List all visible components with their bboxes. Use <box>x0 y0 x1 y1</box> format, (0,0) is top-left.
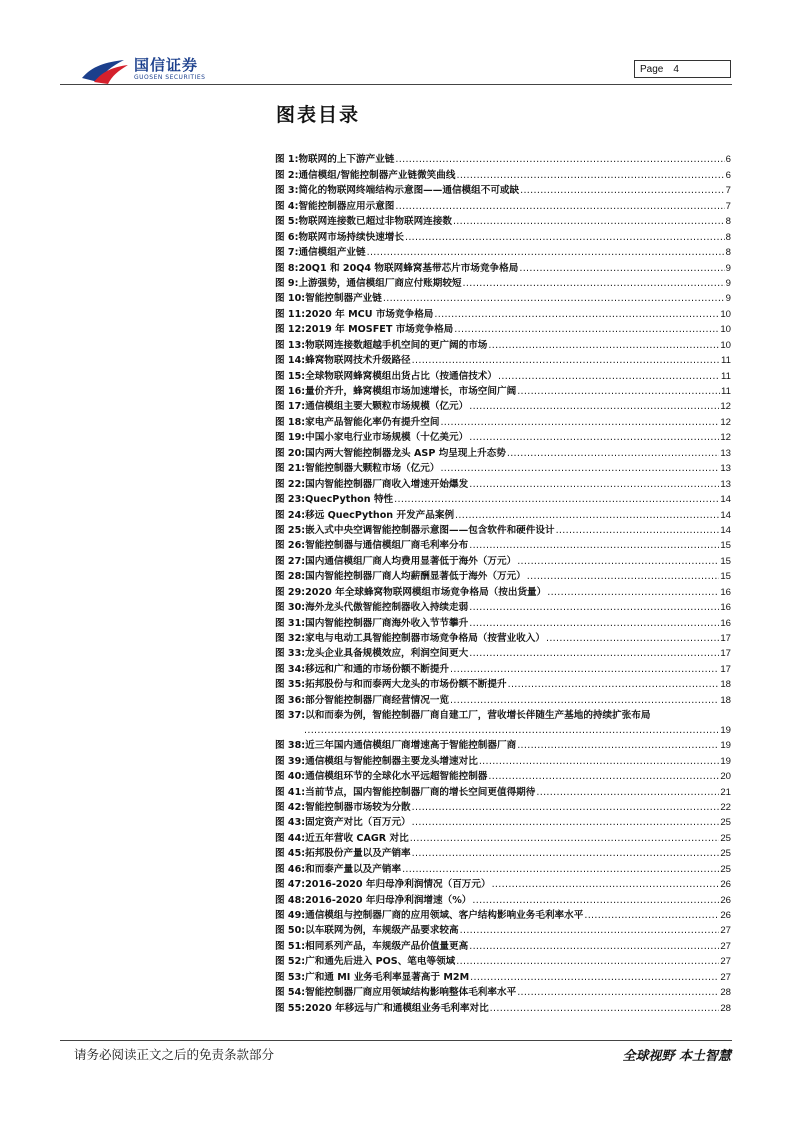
toc-entry-page: 11 <box>721 370 731 382</box>
brand-name-cn: 国信证券 <box>134 56 199 74</box>
figure-list <box>275 152 731 1016</box>
toc-entry-title: 家电产品智能化率仍有提升空间 <box>305 416 440 428</box>
toc-leader-dots <box>469 939 719 954</box>
toc-entry-title: 全球物联网蜂窝模组出货占比（按通信技术） <box>305 370 497 382</box>
toc-entry-page: 18 <box>720 679 731 691</box>
toc-entry-page: 17 <box>720 648 731 660</box>
toc-entry-number: 图 47: <box>275 879 306 891</box>
toc-entry-title: 通信模组主要大颗粒市场规模（亿元） <box>305 401 469 413</box>
toc-entry-title: 国内通信模组厂商人均费用显著低于海外（万元） <box>305 555 517 567</box>
toc-leader-dots <box>460 923 720 938</box>
toc-entry-title: 简化的物联网终端结构示意图——通信模组不可或缺 <box>298 185 520 197</box>
toc-leader-dots <box>469 600 719 615</box>
toc-entry-number: 图 39: <box>275 755 306 767</box>
toc-entry-title: QuecPython 特性 <box>305 494 394 506</box>
toc-leader-dots <box>395 152 724 167</box>
toc-entry-page: 10 <box>720 339 731 351</box>
toc-entry-page: 11 <box>721 386 731 397</box>
toc-entry-page: 9 <box>725 277 731 289</box>
toc-entry[interactable] <box>275 615 731 630</box>
toc-entry-number: 图 3: <box>275 185 299 197</box>
toc-entry[interactable] <box>275 229 731 244</box>
toc-leader-dots <box>412 353 720 368</box>
toc-entry[interactable] <box>275 1000 731 1015</box>
toc-entry[interactable] <box>275 661 731 676</box>
toc-entry-page: 7 <box>725 185 731 197</box>
toc-entry-page: 9 <box>725 293 731 305</box>
toc-entry[interactable] <box>275 461 731 476</box>
toc-entry-title: 智能控制器应用示意图 <box>298 200 395 212</box>
toc-entry-title: 拓邦股份产量以及产销率 <box>305 848 411 860</box>
toc-entry-title: 和而泰产量以及产销率 <box>305 863 402 875</box>
toc-entry-page: 25 <box>720 863 731 875</box>
toc-entry-page: 15 <box>720 555 731 567</box>
toc-entry-page: 17 <box>720 633 731 644</box>
toc-entry-page: 26 <box>720 894 731 906</box>
toc-entry-number: 图 21: <box>275 463 306 475</box>
toc-entry-number: 图 49: <box>275 910 306 921</box>
toc-entry-number: 图 10: <box>275 293 306 305</box>
toc-entry-number: 图 52: <box>275 956 306 968</box>
toc-entry[interactable] <box>275 815 731 830</box>
toc-leader-dots <box>520 183 725 198</box>
toc-entry-page: 13 <box>720 447 731 459</box>
toc-entry[interactable] <box>275 152 731 167</box>
toc-entry-title: 2016-2020 年归母净利润情况（百万元） <box>305 879 491 891</box>
toc-entry-number: 图 16: <box>275 386 306 397</box>
toc-entry-title: 部分智能控制器厂商经营情况一览 <box>305 694 450 706</box>
footer-divider <box>60 1040 732 1041</box>
toc-entry-page: 8 <box>725 247 731 259</box>
toc-entry-number: 图 4: <box>275 200 299 212</box>
toc-entry-number: 图 32: <box>275 633 306 644</box>
toc-leader-dots <box>469 616 719 631</box>
toc-entry-page: 28 <box>720 1002 731 1014</box>
toc-entry-title: 通信模组/智能控制器产业链微笑曲线 <box>298 169 456 181</box>
toc-entry-page: 7 <box>725 200 731 212</box>
toc-entry-page: 20 <box>720 771 731 783</box>
toc-leader-dots <box>450 693 719 708</box>
toc-entry-page: 28 <box>720 987 731 999</box>
toc-entry-page: 27 <box>720 971 731 983</box>
toc-entry-title: 海外龙头代傲智能控制器收入持续走弱 <box>305 602 469 614</box>
toc-entry[interactable] <box>275 569 731 584</box>
toc-entry[interactable] <box>275 600 731 615</box>
toc-entry-page: 16 <box>720 602 731 614</box>
guosen-logo-icon <box>80 56 130 86</box>
toc-leader-dots <box>527 569 720 584</box>
toc-entry-number: 图 22: <box>275 478 306 490</box>
toc-entry[interactable] <box>275 753 731 768</box>
toc-entry-page: 27 <box>720 940 731 952</box>
toc-entry[interactable] <box>275 677 731 692</box>
toc-leader-dots <box>517 554 719 569</box>
toc-entry[interactable] <box>275 969 731 984</box>
toc-entry-title: 通信模组环节的全球化水平远超智能控制器 <box>305 771 488 783</box>
toc-entry[interactable] <box>275 368 731 383</box>
toc-entry-title: 国内两大智能控制器龙头 ASP 均呈现上升态势 <box>305 447 506 459</box>
toc-leader-dots <box>412 815 720 830</box>
toc-entry-number: 图 9: <box>275 277 299 289</box>
toc-entry[interactable] <box>275 553 731 568</box>
toc-entry-page: 8 <box>725 231 731 243</box>
toc-entry[interactable] <box>275 584 731 599</box>
toc-entry-title: 家电与电动工具智能控制器市场竞争格局（按营业收入） <box>305 633 545 644</box>
toc-entry-title: 20Q1 和 20Q4 物联网蜂窝基带芯片市场竞争格局 <box>298 262 519 274</box>
toc-entry[interactable] <box>275 260 731 275</box>
toc-entry-page: 25 <box>720 832 731 844</box>
toc-leader-dots <box>469 399 719 414</box>
toc-entry[interactable] <box>275 631 731 646</box>
toc-entry-number: 图 51: <box>275 940 306 952</box>
toc-entry-number: 图 29: <box>275 586 306 598</box>
toc-entry-number: 图 41: <box>275 786 306 798</box>
toc-entry-page: 17 <box>720 663 731 675</box>
toc-entry-number: 图 42: <box>275 801 306 813</box>
toc-entry-page: 12 <box>720 401 731 413</box>
toc-entry-page: 12 <box>720 432 731 444</box>
toc-leader-dots <box>469 477 719 492</box>
toc-leader-dots <box>463 276 725 291</box>
toc-entry[interactable] <box>275 445 731 460</box>
toc-leader-dots <box>498 369 720 384</box>
toc-entry[interactable] <box>275 692 731 707</box>
toc-entry-page: 25 <box>720 848 731 860</box>
toc-leader-dots <box>488 769 719 784</box>
toc-entry[interactable] <box>275 708 731 738</box>
toc-leader-dots <box>469 430 719 445</box>
toc-entry[interactable] <box>275 476 731 491</box>
toc-entry-number: 图 54: <box>275 987 306 999</box>
toc-entry[interactable] <box>275 198 731 213</box>
toc-entry-number: 图 24: <box>275 509 306 521</box>
toc-entry-title: 智能控制器厂商应用领域结构影响整体毛利率水平 <box>305 987 517 999</box>
brand <box>134 57 205 82</box>
toc-entry[interactable] <box>275 353 731 368</box>
toc-entry[interactable] <box>275 830 731 845</box>
toc-entry[interactable] <box>275 399 731 414</box>
toc-leader-dots <box>304 723 719 738</box>
toc-entry-number: 图 23: <box>275 494 306 506</box>
toc-leader-dots <box>508 677 720 692</box>
toc-entry-title: 当前节点，国内智能控制器厂商的增长空间更值得期待 <box>305 786 536 798</box>
toc-entry-number: 图 44: <box>275 832 306 844</box>
toc-entry[interactable] <box>275 523 731 538</box>
toc-leader-dots <box>412 846 720 861</box>
toc-entry-number: 图 37: <box>275 709 306 721</box>
toc-entry[interactable] <box>275 538 731 553</box>
toc-entry[interactable] <box>275 908 731 923</box>
toc-entry-title: 国内智能控制器厂商人均薪酬显著低于海外（万元） <box>305 571 526 583</box>
toc-entry-title: 通信模组产业链 <box>298 247 366 259</box>
toc-entry-title: 智能控制器大颗粒市场（亿元） <box>305 463 440 475</box>
header-divider <box>60 84 732 85</box>
toc-entry-page: 16 <box>720 617 731 629</box>
toc-entry-title: 智能控制器与通信模组厂商毛利率分布 <box>305 540 469 552</box>
toc-entry-number: 图 38: <box>275 740 306 752</box>
toc-entry-page: 13 <box>720 478 731 490</box>
toc-entry-page: 22 <box>720 801 731 813</box>
toc-leader-dots <box>479 754 720 769</box>
toc-entry[interactable] <box>275 183 731 198</box>
page-label: Page <box>640 64 664 75</box>
toc-entry-page: 16 <box>720 586 731 598</box>
toc-leader-dots <box>454 322 719 337</box>
toc-entry-title: 近三年国内通信模组厂商增速高于智能控制器厂商 <box>305 740 517 752</box>
toc-entry-number: 图 18: <box>275 416 306 428</box>
toc-entry-number: 图 13: <box>275 339 306 351</box>
toc-entry-page: 14 <box>720 524 731 536</box>
toc-entry[interactable] <box>275 414 731 429</box>
toc-entry-number: 图 25: <box>275 524 306 536</box>
toc-leader-dots <box>456 954 719 969</box>
toc-entry-number: 图 55: <box>275 1002 306 1014</box>
toc-entry-title: 智能控制器产业链 <box>305 293 382 305</box>
toc-leader-dots <box>536 785 719 800</box>
toc-entry-title: 通信模组与智能控制器主要龙头增速对比 <box>305 755 478 767</box>
toc-entry-number: 图 5: <box>275 216 299 228</box>
toc-entry-number: 图 35: <box>275 679 306 691</box>
toc-entry-title: 中国小家电行业市场规模（十亿美元） <box>305 432 469 444</box>
toc-entry[interactable] <box>275 892 731 907</box>
toc-leader-dots <box>470 970 719 985</box>
toc-entry-number: 图 50: <box>275 925 306 937</box>
toc-entry-title: 广和通先后进入 POS、笔电等领域 <box>305 956 456 968</box>
toc-entry-text <box>275 710 651 721</box>
toc-leader-dots <box>546 631 719 646</box>
toc-entry-page: 27 <box>720 956 731 968</box>
toc-entry-title: 物联网连接数超越手机空间的更广阔的市场 <box>305 339 488 351</box>
toc-entry[interactable] <box>275 214 731 229</box>
toc-entry[interactable] <box>275 167 731 182</box>
toc-entry-page: 12 <box>720 416 731 428</box>
toc-entry[interactable] <box>275 430 731 445</box>
toc-leader-dots <box>456 168 724 183</box>
toc-entry-page: 26 <box>720 879 731 891</box>
toc-entry-number: 图 2: <box>275 169 299 181</box>
toc-entry[interactable] <box>275 846 731 861</box>
toc-leader-dots <box>450 662 719 677</box>
toc-entry-title: 固定资产对比（百万元） <box>305 817 411 829</box>
toc-entry-title: 上游强势，通信模组厂商应付账期较短 <box>298 277 462 289</box>
toc-entry-title: 广和通 MI 业务毛利率显著高于 M2M <box>305 971 470 983</box>
toc-entry-number: 图 20: <box>275 447 306 459</box>
toc-entry-title: 蜂窝物联网技术升级路径 <box>305 355 411 367</box>
toc-entry-number: 图 28: <box>275 571 306 583</box>
page-number: 4 <box>673 64 679 75</box>
toc-entry-page: 6 <box>725 154 731 166</box>
toc-entry-number: 图 26: <box>275 540 306 552</box>
toc-entry-title: 2020 年全球蜂窝物联网模组市场竞争格局（按出货量） <box>305 586 547 598</box>
toc-entry-title: 通信模组与控制器厂商的应用领域、客户结构影响业务毛利率水平 <box>305 910 584 921</box>
toc-entry[interactable] <box>275 985 731 1000</box>
toc-leader-dots <box>490 1001 720 1016</box>
toc-entry-page: 27 <box>720 925 731 937</box>
toc-entry[interactable] <box>275 507 731 522</box>
toc-leader-dots <box>394 492 719 507</box>
page-header <box>60 52 732 88</box>
toc-leader-dots <box>434 307 719 322</box>
toc-entry-number: 图 30: <box>275 602 306 614</box>
toc-entry-title: 相同系列产品，车规级产品价值量更高 <box>305 940 469 952</box>
toc-entry-number: 图 14: <box>275 355 306 367</box>
toc-leader-dots <box>412 800 720 815</box>
toc-entry-number: 图 34: <box>275 663 306 675</box>
toc-entry[interactable] <box>275 954 731 969</box>
toc-leader-dots <box>517 985 719 1000</box>
toc-entry-number: 图 1: <box>275 154 299 166</box>
toc-entry[interactable] <box>275 306 731 321</box>
toc-entry-title: 2016-2020 年归母净利润增速（%） <box>305 894 472 906</box>
toc-entry-number: 图 40: <box>275 771 306 783</box>
toc-entry[interactable] <box>275 738 731 753</box>
toc-entry-page: 11 <box>721 355 731 367</box>
toc-entry-title: 以车联网为例，车规级产品要求较高 <box>305 925 459 937</box>
toc-entry-page: 9 <box>725 262 731 274</box>
toc-entry[interactable] <box>275 322 731 337</box>
toc-entry-number: 图 7: <box>275 247 299 259</box>
toc-entry-title: 移远 QuecPython 开发产品案例 <box>305 509 455 521</box>
toc-leader-dots <box>469 646 719 661</box>
toc-leader-dots <box>410 831 720 846</box>
toc-entry[interactable] <box>275 646 731 661</box>
toc-entry[interactable] <box>275 276 731 291</box>
toc-entry-page: 19 <box>720 724 731 736</box>
toc-entry-number: 图 43: <box>275 817 306 829</box>
toc-entry-number: 图 15: <box>275 370 306 382</box>
toc-leader-dots <box>492 877 720 892</box>
brand-name-en: GUOSEN SECURITIES <box>134 74 206 81</box>
toc-entry-number: 图 31: <box>275 617 306 629</box>
toc-entry[interactable] <box>275 384 731 399</box>
toc-entry[interactable] <box>275 923 731 938</box>
toc-entry-title: 以和而泰为例，智能控制器厂商自建工厂，营收增长伴随生产基地的持续扩张布局 <box>305 709 651 721</box>
toc-entry-number: 图 6: <box>275 231 299 243</box>
toc-entry-number: 图 46: <box>275 863 306 875</box>
page-indicator <box>634 60 731 78</box>
toc-entry-title: 2020 年 MCU 市场竞争格局 <box>305 308 434 320</box>
toc-leader-dots <box>472 893 719 908</box>
toc-leader-dots <box>402 862 719 877</box>
toc-entry-title: 2020 年移远与广和通模组业务毛利率对比 <box>305 1002 489 1014</box>
toc-entry-title: 物联网市场持续快速增长 <box>298 231 404 243</box>
toc-entry[interactable] <box>275 938 731 953</box>
toc-entry-title: 拓邦股份与和而泰两大龙头的市场份额不断提升 <box>305 679 507 691</box>
page-title: 图表目录 <box>276 104 361 126</box>
toc-entry-page: 10 <box>720 308 731 320</box>
toc-leader-dots <box>367 245 725 260</box>
toc-leader-dots <box>395 199 724 214</box>
toc-entry-page: 18 <box>720 694 731 706</box>
toc-entry-page: 14 <box>720 509 731 521</box>
toc-entry-title: 嵌入式中央空调智能控制器示意图——包含软件和硬件设计 <box>305 524 555 536</box>
toc-leader-dots <box>469 538 719 553</box>
toc-leader-dots <box>455 508 719 523</box>
toc-entry-title: 智能控制器市场较为分散 <box>305 801 411 813</box>
toc-entry[interactable] <box>275 291 731 306</box>
toc-leader-dots <box>488 338 719 353</box>
toc-entry[interactable] <box>275 877 731 892</box>
toc-entry[interactable] <box>275 337 731 352</box>
toc-entry-number: 图 53: <box>275 971 306 983</box>
toc-entry[interactable] <box>275 784 731 799</box>
toc-entry-number: 图 27: <box>275 555 306 567</box>
toc-leader-dots <box>517 384 720 399</box>
toc-entry[interactable] <box>275 245 731 260</box>
toc-leader-dots <box>517 738 719 753</box>
toc-leader-dots <box>405 230 725 245</box>
footer-slogan: 全球视野 本土智慧 <box>622 1049 731 1064</box>
toc-leader-dots <box>556 523 720 538</box>
toc-entry-title: 移远和广和通的市场份额不断提升 <box>305 663 450 675</box>
toc-entry-number: 图 45: <box>275 848 306 860</box>
toc-leader-dots <box>584 908 719 923</box>
toc-entry-title: 量价齐升，蜂窝模组市场加速增长，市场空间广阔 <box>305 386 517 397</box>
toc-entry-page: 14 <box>720 494 731 506</box>
toc-entry-page: 6 <box>725 169 731 181</box>
toc-entry-page: 19 <box>720 755 731 767</box>
toc-leader-dots <box>453 214 725 229</box>
toc-entry-number: 图 36: <box>275 694 306 706</box>
toc-entry-number: 图 12: <box>275 324 306 336</box>
toc-entry-number: 图 17: <box>275 401 306 413</box>
toc-entry[interactable] <box>275 800 731 815</box>
footer-disclaimer: 请务必阅读正文之后的免责条款部分 <box>74 1047 275 1062</box>
toc-leader-dots <box>383 291 725 306</box>
toc-entry-page: 10 <box>720 324 731 336</box>
toc-entry-number: 图 19: <box>275 432 306 444</box>
toc-entry-title: 龙头企业具备规模效应，利润空间更大 <box>305 648 469 660</box>
toc-leader-dots <box>547 585 719 600</box>
toc-leader-dots <box>519 261 724 276</box>
toc-leader-dots <box>440 461 719 476</box>
toc-entry-number: 图 11: <box>275 308 306 320</box>
toc-entry-number: 图 8: <box>275 262 299 274</box>
toc-entry-title: 物联网的上下游产业链 <box>298 154 395 166</box>
toc-entry-title: 物联网连接数已超过非物联网连接数 <box>298 216 452 228</box>
toc-entry-number: 图 48: <box>275 894 306 906</box>
toc-entry[interactable] <box>275 861 731 876</box>
toc-entry-number: 图 33: <box>275 648 306 660</box>
toc-entry-page: 25 <box>720 817 731 829</box>
toc-entry-page: 19 <box>720 740 731 752</box>
toc-entry-title: 国内智能控制器厂商海外收入节节攀升 <box>305 617 469 629</box>
toc-entry-page: 15 <box>720 540 731 552</box>
toc-entry-title: 2019 年 MOSFET 市场竞争格局 <box>305 324 454 336</box>
toc-entry-page: 8 <box>725 216 731 228</box>
toc-leader-dots <box>507 446 719 461</box>
toc-entry[interactable] <box>275 492 731 507</box>
toc-leader-dots <box>440 415 719 430</box>
toc-entry-page: 26 <box>720 910 731 921</box>
toc-entry-page: 21 <box>720 786 731 798</box>
toc-entry-title: 近五年营收 CAGR 对比 <box>305 832 409 844</box>
toc-entry[interactable] <box>275 769 731 784</box>
toc-entry-title: 国内智能控制器厂商收入增速开始爆发 <box>305 478 469 490</box>
toc-entry-page: 13 <box>720 463 731 475</box>
toc-entry-page: 15 <box>720 571 731 583</box>
